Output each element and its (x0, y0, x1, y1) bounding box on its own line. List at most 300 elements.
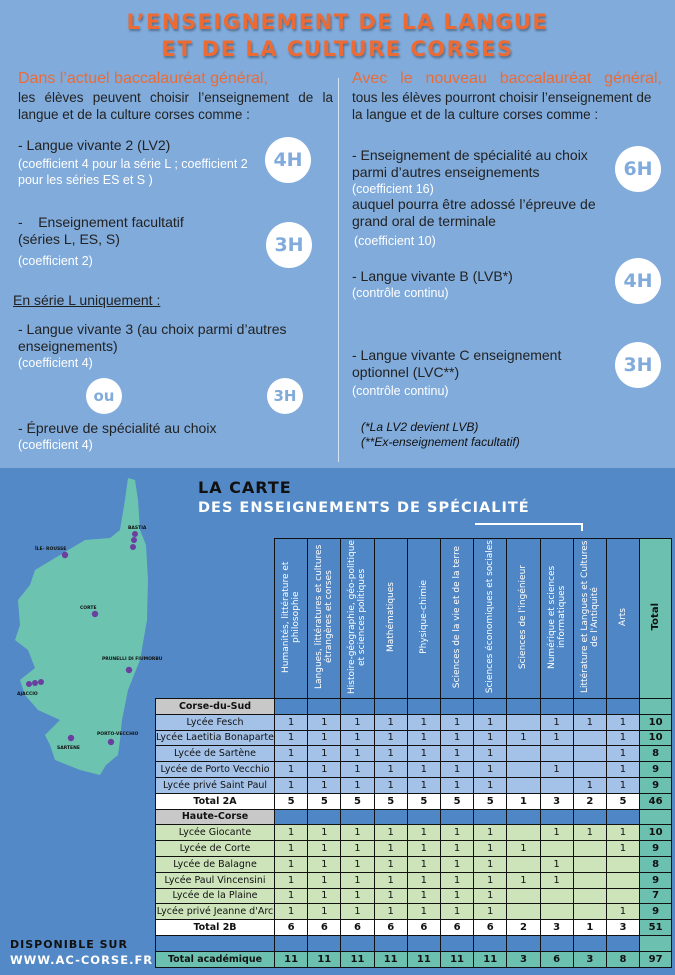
value-cell: 1 (308, 762, 341, 778)
value-cell: 1 (507, 841, 540, 857)
note-lvc: (**Ex-enseignement facultatif) (361, 435, 520, 449)
value-cell: 11 (407, 951, 440, 967)
value-cell (507, 888, 540, 904)
value-cell (540, 888, 573, 904)
value-cell (540, 841, 573, 857)
value-cell: 1 (507, 730, 540, 746)
value-cell (573, 888, 606, 904)
value-cell: 1 (540, 856, 573, 872)
group-header-row (156, 699, 672, 715)
right-item-lvb-coef: (contrôle continu) (352, 286, 449, 300)
value-cell: 11 (275, 951, 308, 967)
value-cell: 1 (275, 856, 308, 872)
value-cell: 8 (606, 951, 639, 967)
value-cell: 1 (407, 746, 440, 762)
value-cell: 1 (275, 888, 308, 904)
total-cell: 46 (640, 793, 672, 809)
city-label-bastia: BASTIA (128, 526, 147, 531)
value-cell: 1 (407, 856, 440, 872)
row-label: Total académique (156, 951, 275, 967)
value-cell: 1 (374, 841, 407, 857)
column-header (275, 539, 308, 699)
serie-l-specialite-coef: (coefficient 4) (18, 438, 93, 452)
value-cell: 1 (474, 746, 507, 762)
empty-cell (540, 935, 573, 951)
empty-cell (407, 935, 440, 951)
value-cell: 1 (474, 762, 507, 778)
city-dot (130, 544, 136, 550)
value-cell: 11 (341, 951, 374, 967)
top-panel (0, 0, 675, 468)
empty-cell (341, 935, 374, 951)
empty-total-cell (640, 699, 672, 715)
hours-badge: 4H (615, 258, 661, 304)
value-cell: 1 (474, 904, 507, 920)
value-cell (540, 746, 573, 762)
value-cell: 1 (341, 730, 374, 746)
value-cell: 3 (507, 951, 540, 967)
value-cell (573, 904, 606, 920)
value-cell: 1 (275, 762, 308, 778)
empty-cell (573, 809, 606, 825)
left-heading: Dans l’actuel baccalauréat général, (18, 70, 268, 87)
value-cell: 1 (341, 714, 374, 730)
column-header-label: Mathématiques (385, 581, 396, 652)
total-cell: 8 (640, 856, 672, 872)
column-header-label: Humanités, littérature et philosophie (281, 561, 302, 673)
group-label: Corse-du-Sud (156, 699, 275, 715)
specialty-table (155, 538, 672, 968)
value-cell: 1 (341, 856, 374, 872)
table-row (156, 856, 672, 872)
value-cell: 1 (374, 872, 407, 888)
table-corner (156, 539, 275, 699)
total-cell: 8 (640, 746, 672, 762)
empty-cell (308, 935, 341, 951)
table-row (156, 730, 672, 746)
value-cell: 1 (308, 730, 341, 746)
value-cell: 1 (474, 872, 507, 888)
value-cell: 1 (540, 872, 573, 888)
value-cell: 6 (308, 920, 341, 936)
row-label: Lycée de la Plaine (156, 888, 275, 904)
value-cell: 1 (440, 762, 473, 778)
column-header (474, 539, 507, 699)
table-row (156, 825, 672, 841)
table-row (156, 841, 672, 857)
value-cell (507, 714, 540, 730)
value-cell (507, 856, 540, 872)
total-header-label: Total (649, 603, 661, 631)
value-cell: 1 (275, 841, 308, 857)
table-row (156, 714, 672, 730)
column-header (507, 539, 540, 699)
value-cell: 1 (275, 746, 308, 762)
empty-cell (374, 809, 407, 825)
serie-l-heading: En série L uniquement : (13, 292, 161, 308)
right-item-grand-oral-coef: (coefficient 10) (354, 234, 436, 248)
city-label-prunelli: PRUNELLI DI FIUMORBU (102, 657, 163, 662)
total-cell: 10 (640, 825, 672, 841)
value-cell (540, 777, 573, 793)
total-cell: 7 (640, 888, 672, 904)
row-label: Total 2A (156, 793, 275, 809)
value-cell: 6 (540, 951, 573, 967)
serie-l-lv3: - Langue vivante 3 (au choix parmi d’autres enseignements) (18, 321, 287, 354)
column-header-label: Littérature et Langues et Cultures de l'Antiquité (579, 540, 600, 694)
value-cell: 1 (606, 904, 639, 920)
total-cell: 51 (640, 920, 672, 936)
column-header-label: Physique-chimie (418, 580, 429, 654)
left-item-lv2-coef: (coefficient 4 pour la série L ; coefficient 2 pour les séries ES et S ) (18, 157, 248, 187)
value-cell: 1 (374, 730, 407, 746)
value-cell: 1 (606, 730, 639, 746)
value-cell: 1 (275, 872, 308, 888)
total-cell: 9 (640, 904, 672, 920)
value-cell: 3 (540, 793, 573, 809)
column-header (540, 539, 573, 699)
value-cell: 1 (407, 904, 440, 920)
value-cell: 1 (407, 825, 440, 841)
value-cell (507, 825, 540, 841)
value-cell: 5 (308, 793, 341, 809)
value-cell: 5 (275, 793, 308, 809)
hours-badge: 6H (615, 146, 661, 192)
value-cell: 1 (341, 872, 374, 888)
value-cell: 1 (440, 904, 473, 920)
empty-cell (573, 935, 606, 951)
empty-cell (540, 809, 573, 825)
column-header-label: Histoire-géographie, géo-politique et sciences politiques (347, 540, 368, 695)
value-cell: 6 (341, 920, 374, 936)
value-cell: 1 (540, 714, 573, 730)
empty-cell (606, 699, 639, 715)
column-header (573, 539, 606, 699)
empty-cell (275, 935, 308, 951)
value-cell: 1 (440, 888, 473, 904)
column-divider (338, 78, 339, 462)
value-cell: 1 (440, 825, 473, 841)
value-cell: 1 (341, 762, 374, 778)
value-cell: 6 (474, 920, 507, 936)
value-cell: 1 (440, 730, 473, 746)
group-header-row (156, 809, 672, 825)
value-cell: 5 (374, 793, 407, 809)
page-title-line2: ET DE LA CULTURE CORSES (161, 37, 514, 61)
city-dot (92, 611, 98, 617)
value-cell (573, 872, 606, 888)
value-cell: 1 (407, 872, 440, 888)
empty-cell (606, 935, 639, 951)
column-header-label: Sciences économiques et sociales (485, 540, 496, 694)
value-cell: 5 (440, 793, 473, 809)
hours-badge: 4H (265, 137, 311, 183)
empty-cell (275, 809, 308, 825)
value-cell: 1 (474, 777, 507, 793)
value-cell: 1 (440, 872, 473, 888)
empty-cell (374, 935, 407, 951)
value-cell: 6 (275, 920, 308, 936)
value-cell: 3 (573, 951, 606, 967)
value-cell: 1 (308, 872, 341, 888)
total-cell: 9 (640, 762, 672, 778)
right-item-specialite-coef: (coefficient 16) (352, 182, 434, 196)
value-cell: 1 (540, 762, 573, 778)
value-cell: 1 (308, 856, 341, 872)
value-cell: 5 (341, 793, 374, 809)
value-cell: 5 (606, 793, 639, 809)
empty-cell (308, 809, 341, 825)
row-label: Lycée Fesch (156, 714, 275, 730)
right-item-grand-oral: auquel pourra être adossé l’épreuve de grand oral de terminale (352, 196, 596, 229)
value-cell: 6 (374, 920, 407, 936)
row-label: Lycée de Balagne (156, 856, 275, 872)
right-item-specialite: - Enseignement de spécialité au choix parmi d’autres enseignements (352, 147, 588, 180)
value-cell: 1 (374, 714, 407, 730)
total-cell: 10 (640, 714, 672, 730)
column-header-label: Numérique et sciences informatiques (546, 565, 567, 669)
value-cell: 1 (507, 872, 540, 888)
value-cell (573, 730, 606, 746)
total-cell: 97 (640, 951, 672, 967)
column-header (308, 539, 341, 699)
city-label-porto-vecchio: PORTO-VECCHIO (97, 732, 139, 737)
value-cell: 3 (540, 920, 573, 936)
or-badge: ou (86, 378, 122, 414)
value-cell: 1 (407, 841, 440, 857)
row-label: Lycée Paul Vincensini (156, 872, 275, 888)
city-dot (38, 679, 44, 685)
city-dot (68, 735, 74, 741)
value-cell: 1 (341, 825, 374, 841)
page-title-line1: L’ENSEIGNEMENT DE LA LANGUE (126, 10, 549, 34)
value-cell (507, 904, 540, 920)
value-cell: 1 (374, 888, 407, 904)
empty-cell (407, 699, 440, 715)
value-cell: 1 (341, 841, 374, 857)
empty-cell (507, 809, 540, 825)
subtotal-row (156, 920, 672, 936)
right-intro: tous les élèves pourront choisir l’enseignement de la langue et de la culture corses comme : (352, 90, 652, 122)
value-cell: 1 (573, 825, 606, 841)
value-cell: 1 (275, 730, 308, 746)
value-cell (606, 888, 639, 904)
value-cell: 1 (275, 714, 308, 730)
column-header-label: Arts (617, 607, 628, 627)
value-cell: 1 (573, 920, 606, 936)
value-cell: 1 (341, 746, 374, 762)
empty-cell (374, 699, 407, 715)
value-cell: 5 (474, 793, 507, 809)
value-cell: 1 (308, 746, 341, 762)
value-cell (606, 872, 639, 888)
value-cell: 11 (474, 951, 507, 967)
value-cell: 1 (407, 777, 440, 793)
value-cell: 1 (474, 888, 507, 904)
table-row (156, 762, 672, 778)
value-cell: 1 (308, 825, 341, 841)
value-cell (507, 746, 540, 762)
empty-cell (440, 935, 473, 951)
empty-cell (440, 809, 473, 825)
column-header-label: Sciences de l'ingénieur (518, 564, 529, 670)
value-cell (507, 762, 540, 778)
city-dot (126, 667, 132, 673)
value-cell (573, 746, 606, 762)
footer-line1: DISPONIBLE SUR (10, 938, 128, 951)
table-row (156, 888, 672, 904)
city-label-ile-rousse: ÎLE- ROUSSE (35, 547, 67, 552)
value-cell: 1 (275, 904, 308, 920)
empty-cell (507, 935, 540, 951)
value-cell: 1 (540, 730, 573, 746)
value-cell: 1 (507, 793, 540, 809)
value-cell: 1 (308, 714, 341, 730)
value-cell: 1 (606, 714, 639, 730)
row-label: Total 2B (156, 920, 275, 936)
value-cell: 1 (341, 777, 374, 793)
value-cell: 1 (474, 714, 507, 730)
empty-cell (341, 699, 374, 715)
value-cell: 1 (407, 714, 440, 730)
section-title-line1: LA CARTE (198, 478, 292, 497)
value-cell: 3 (606, 920, 639, 936)
value-cell: 1 (540, 825, 573, 841)
value-cell: 6 (440, 920, 473, 936)
empty-cell (474, 809, 507, 825)
row-label: Lycée de Corte (156, 841, 275, 857)
section-title-line2: DES ENSEIGNEMENTS DE SPÉCIALITÉ (198, 500, 530, 516)
total-cell: 9 (640, 841, 672, 857)
value-cell (573, 762, 606, 778)
empty-cell (407, 809, 440, 825)
serie-l-specialite: - Épreuve de spécialité au choix (18, 420, 217, 436)
value-cell: 1 (374, 904, 407, 920)
value-cell: 1 (606, 777, 639, 793)
column-header-label: Sciences de la vie et de la terre (452, 545, 463, 689)
value-cell: 1 (308, 777, 341, 793)
value-cell: 1 (308, 841, 341, 857)
value-cell: 1 (440, 746, 473, 762)
value-cell: 2 (507, 920, 540, 936)
empty-cell (507, 699, 540, 715)
empty-total-cell (640, 935, 672, 951)
empty-cell (474, 935, 507, 951)
left-item-lv2: - Langue vivante 2 (LV2) (18, 137, 171, 153)
left-item-facultatif: - Enseignement facultatif (séries L, ES, S) (18, 214, 188, 247)
empty-cell (308, 699, 341, 715)
value-cell (606, 856, 639, 872)
hours-badge: 3H (615, 342, 661, 388)
note-lvb: (*La LV2 devient LVB) (361, 420, 479, 434)
right-item-lvc-coef: (contrôle continu) (352, 384, 449, 398)
value-cell: 1 (474, 730, 507, 746)
table-row (156, 746, 672, 762)
column-header (407, 539, 440, 699)
right-item-lvb: - Langue vivante B (LVB*) (352, 268, 513, 284)
city-dot (131, 537, 137, 543)
value-cell: 1 (275, 825, 308, 841)
spacer-row (156, 935, 672, 951)
value-cell: 1 (474, 856, 507, 872)
left-item-facultatif-coef: (coefficient 2) (18, 254, 93, 268)
value-cell: 2 (573, 793, 606, 809)
value-cell: 11 (440, 951, 473, 967)
right-item-lvc: - Langue vivante C enseignement optionnel (LVC**) (352, 347, 562, 380)
table-row (156, 777, 672, 793)
empty-total-cell (640, 809, 672, 825)
value-cell: 6 (407, 920, 440, 936)
value-cell: 1 (407, 762, 440, 778)
total-cell: 10 (640, 730, 672, 746)
serie-l-lv3-coef: (coefficient 4) (18, 356, 93, 370)
title-underline (475, 523, 583, 525)
value-cell: 1 (374, 746, 407, 762)
value-cell: 1 (573, 714, 606, 730)
value-cell: 11 (308, 951, 341, 967)
empty-cell (474, 699, 507, 715)
table-row (156, 872, 672, 888)
footer-website-link[interactable]: WWW.AC-CORSE.FR (10, 953, 154, 967)
value-cell: 1 (606, 762, 639, 778)
value-cell: 1 (474, 841, 507, 857)
group-label (156, 935, 275, 951)
value-cell: 1 (573, 777, 606, 793)
value-cell: 11 (374, 951, 407, 967)
left-intro: les élèves peuvent choisir l’enseignement de la langue et de la culture corses comme : (18, 90, 333, 122)
total-cell: 9 (640, 777, 672, 793)
city-label-ajaccio: AJACCIO (17, 692, 38, 697)
value-cell: 1 (407, 888, 440, 904)
city-dot (26, 681, 32, 687)
value-cell: 1 (440, 856, 473, 872)
empty-cell (573, 699, 606, 715)
row-label: Lycée privé Jeanne d'Arc (156, 904, 275, 920)
grand-total-row (156, 951, 672, 967)
city-label-corte: CORTE (80, 606, 97, 611)
value-cell (573, 841, 606, 857)
total-cell: 9 (640, 872, 672, 888)
row-label: Lycée de Porto Vecchio (156, 762, 275, 778)
hours-badge: 3H (266, 222, 312, 268)
value-cell: 1 (407, 730, 440, 746)
value-cell (540, 904, 573, 920)
value-cell: 1 (440, 841, 473, 857)
empty-cell (275, 699, 308, 715)
value-cell: 1 (474, 825, 507, 841)
right-heading: Avec le nouveau baccalauréat général, (352, 70, 662, 87)
total-column-header (640, 539, 672, 699)
empty-cell (606, 809, 639, 825)
row-label: Lycée Laetitia Bonaparte (156, 730, 275, 746)
value-cell: 1 (374, 777, 407, 793)
table-row (156, 904, 672, 920)
value-cell: 1 (308, 888, 341, 904)
value-cell: 5 (407, 793, 440, 809)
empty-cell (440, 699, 473, 715)
city-label-sartene: SARTENE (57, 746, 80, 751)
empty-cell (341, 809, 374, 825)
city-dot (32, 680, 38, 686)
value-cell: 1 (606, 825, 639, 841)
value-cell: 1 (374, 825, 407, 841)
title-underline-end (581, 523, 583, 531)
row-label: Lycée privé Saint Paul (156, 777, 275, 793)
subtotal-row (156, 793, 672, 809)
value-cell: 1 (606, 746, 639, 762)
column-header (606, 539, 639, 699)
city-dot (108, 739, 114, 745)
